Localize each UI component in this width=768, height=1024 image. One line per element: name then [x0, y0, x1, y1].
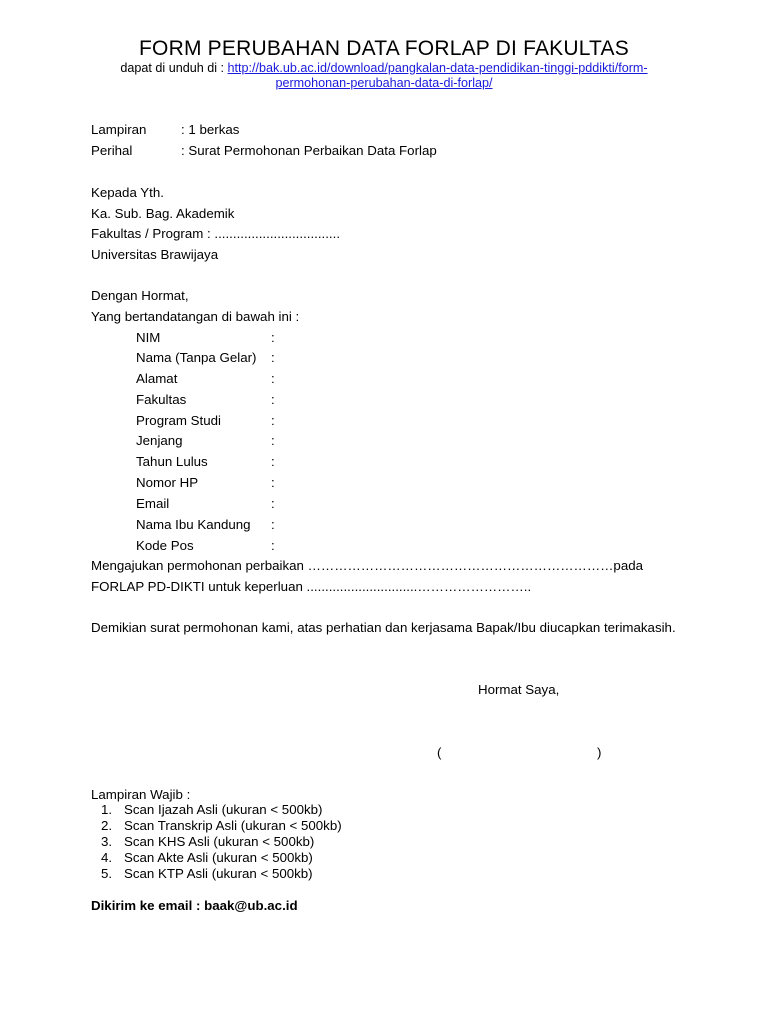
- regards: Hormat Saya,: [478, 682, 560, 697]
- field-colon: :: [271, 454, 275, 469]
- field-colon: :: [271, 475, 275, 490]
- attachments-heading: Lampiran Wajib :: [91, 787, 191, 802]
- field-label: Program Studi: [136, 413, 221, 428]
- greeting: Dengan Hormat,: [91, 288, 189, 303]
- field-colon: :: [271, 392, 275, 407]
- lampiran-value: : 1 berkas: [181, 122, 240, 137]
- recipient-line-4: Universitas Brawijaya: [91, 247, 219, 262]
- form-title: FORM PERUBAHAN DATA FORLAP DI FAKULTAS: [139, 37, 629, 60]
- field-label: NIM: [136, 330, 161, 345]
- request-line-2: FORLAP PD-DIKTI untuk keperluan ..............................……………………..: [91, 579, 532, 594]
- field-colon: :: [271, 371, 275, 386]
- field-label: Nama (Tanpa Gelar): [136, 350, 257, 365]
- closing-paragraph: Demikian surat permohonan kami, atas perhatian dan kerjasama Bapak/Ibu diucapkan terimakasih.: [91, 620, 676, 635]
- request-line-1: Mengajukan permohonan perbaikan ……………………………………………………………pada: [91, 558, 644, 573]
- download-source: [40, 61, 728, 91]
- intro-line: Yang bertandatangan di bawah ini :: [91, 309, 300, 324]
- recipient-line-1: Kepada Yth.: [91, 185, 164, 200]
- list-item: Scan KTP Asli (ukuran < 500kb): [124, 866, 313, 881]
- field-colon: :: [271, 330, 275, 345]
- recipient-line-3: Fakultas / Program : ..................................: [91, 226, 341, 241]
- list-item-number: 5.: [101, 866, 113, 881]
- field-colon: :: [271, 413, 275, 428]
- field-label: Tahun Lulus: [136, 454, 208, 469]
- field-label: Jenjang: [136, 433, 183, 448]
- field-label: Alamat: [136, 371, 178, 386]
- field-label: Email: [136, 496, 170, 511]
- email-note: Dikirim ke email : baak@ub.ac.id: [91, 898, 298, 913]
- field-colon: :: [271, 496, 275, 511]
- lampiran-label: Lampiran: [91, 122, 147, 137]
- field-label: Nama Ibu Kandung: [136, 517, 251, 532]
- list-item: Scan Ijazah Asli (ukuran < 500kb): [124, 802, 323, 817]
- field-label: Kode Pos: [136, 538, 194, 553]
- perihal-label: Perihal: [91, 143, 133, 158]
- download-link-line1: http://bak.ub.ac.id/download/pangkalan-data-pendidikan-tinggi-pddikti/form-: [227, 61, 648, 75]
- field-colon: :: [271, 538, 275, 553]
- field-colon: :: [271, 517, 275, 532]
- download-source-prefix: dapat di unduh di :: [120, 61, 228, 75]
- list-item: Scan Transkrip Asli (ukuran < 500kb): [124, 818, 342, 833]
- list-item: Scan KHS Asli (ukuran < 500kb): [124, 834, 315, 849]
- download-link-line2: permohonan-perubahan-data-di-forlap/: [275, 76, 493, 90]
- signature-paren-open: (: [437, 745, 442, 760]
- list-item-number: 4.: [101, 850, 113, 865]
- signature-paren-close: ): [597, 745, 602, 760]
- field-colon: :: [271, 433, 275, 448]
- recipient-line-2: Ka. Sub. Bag. Akademik: [91, 206, 235, 221]
- list-item-number: 1.: [101, 802, 113, 817]
- field-colon: :: [271, 350, 275, 365]
- download-link[interactable]: [228, 61, 648, 90]
- perihal-value: : Surat Permohonan Perbaikan Data Forlap: [181, 143, 437, 158]
- list-item-number: 3.: [101, 834, 113, 849]
- field-label: Fakultas: [136, 392, 187, 407]
- list-item-number: 2.: [101, 818, 113, 833]
- field-label: Nomor HP: [136, 475, 199, 490]
- list-item: Scan Akte Asli (ukuran < 500kb): [124, 850, 313, 865]
